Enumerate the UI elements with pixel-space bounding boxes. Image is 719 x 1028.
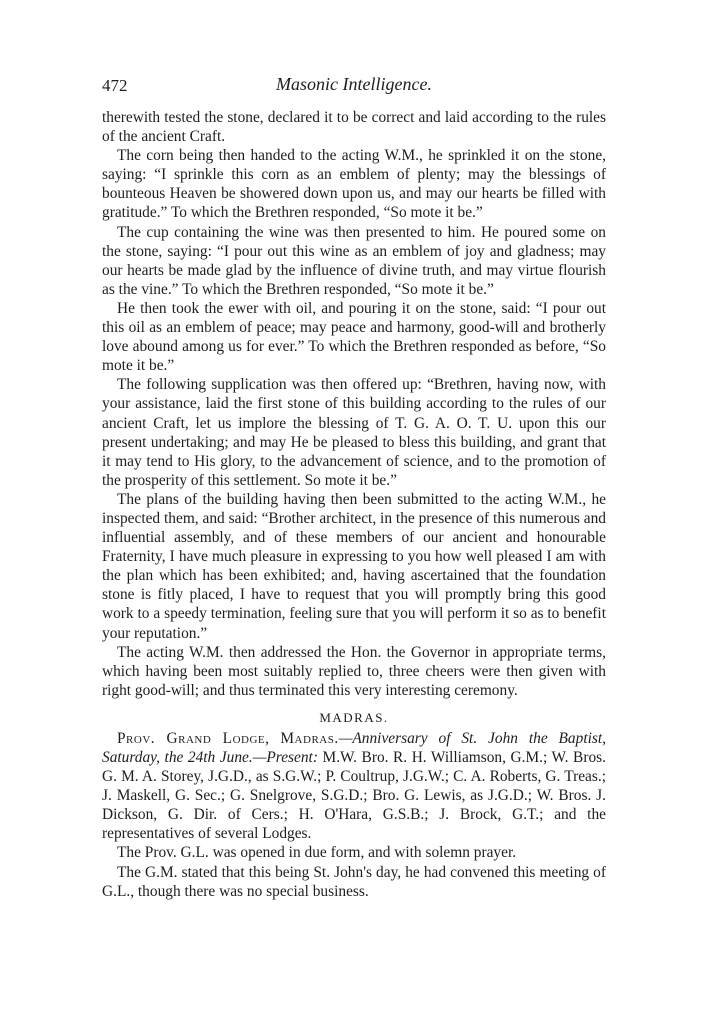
paragraph: He then took the ewer with oil, and pouring it on the stone, said: “I pour out this oil as an emblem of peace; may peace and harmony, good-will and brotherly love abound among us for ever.” To which the Brethren responded as before, “So mote it be.” xyxy=(102,299,606,375)
paragraph: The following supplication was then offered up: “Brethren, having now, with your assistance, laid the first stone of this building according to the rules of our ancient Craft, let us implore the blessing of T. G. A. O. T. U. upon this our present undertaking; and may He be pleased to bless this building, and grant that it may tend to His glory, to the advancement of science, and to the promotion of the prosperity of this settlement. So mote it be.” xyxy=(102,376,606,489)
body-text xyxy=(102,108,606,700)
paragraph: The cup containing the wine was then presented to him. He poured some on the stone, saying: “I pour out this wine as an emblem of joy and gladness; may our hearts be made glad by the influence of divine truth, and may virtue flourish as the vine.” To which the Brethren responded, “So mote it be.” xyxy=(102,223,606,298)
paragraph: The Prov. G.L. was opened in due form, and with solemn prayer. xyxy=(117,844,517,862)
paragraph: The corn being then handed to the acting W.M., he sprinkled it on the stone, saying: “I sprinkle this corn as an emblem of plenty; may the blessings of bounteous Heaven be showered down upon us, and may our hearts be filled with gratitude.” To which the Brethren responded, “So mote it be.” xyxy=(102,147,606,222)
lodge-location: Madras. xyxy=(280,729,339,747)
section-intro-paragraph xyxy=(102,729,606,844)
paragraph: The G.M. stated that this being St. John's day, he had convened this meeting of G.L., though there was no special business. xyxy=(102,863,606,900)
paragraph: The plans of the building having then been submitted to the acting W.M., he inspected them, and said: “Brother architect, in the presence of this numerous and influential assembly, and of these members of our ancient and honourable Fraternity, I have much pleasure in expressing to you how well pleased I am with the plan which has been exhibited; and, having ascertained that the foundation stone is fitly placed, I have to request that you will promptly bring this good work to a speedy termination, feeling sure that you will perform it so as to benefit your reputation.” xyxy=(102,490,606,642)
running-title: Masonic Intelligence. xyxy=(276,74,432,94)
paragraph: therewith tested the stone, declared it to be correct and laid according to the rules of the ancient Craft. xyxy=(102,109,606,146)
section-heading: MADRAS. xyxy=(319,709,389,725)
attendees-text: M.W. Bro. R. H. Williamson, G.M.; W. Bros. G. M. A. Storey, J.G.D., as S.G.W.; P. Coultrup, J.G.W.; C. A. Roberts, G. Treas.; J. Maskell, G. Sec.; G. Snelgrove, S.G.D.; Bro. G. Lewis, as J.G.D.; W. Bros. J. Dickson, G. Dir. of Cers.; H. O'Hara, G.S.B.; J. Brock, G.T.; and the representatives of several Lodges. xyxy=(102,749,606,843)
occasion-text: —Anniversary of St. John the Baptist, Saturday, the 24th June.—Present: xyxy=(102,729,606,766)
lodge-name: Prov. Grand Lodge, xyxy=(117,729,270,747)
paragraph: The acting W.M. then addressed the Hon. the Governor in appropriate terms, which having been most suitably replied to, three cheers were then given with right good-will; and thus terminated this very interesting ceremony. xyxy=(102,643,606,699)
document-page xyxy=(102,74,606,901)
page-header xyxy=(102,74,606,108)
page-number: 472 xyxy=(102,76,128,95)
